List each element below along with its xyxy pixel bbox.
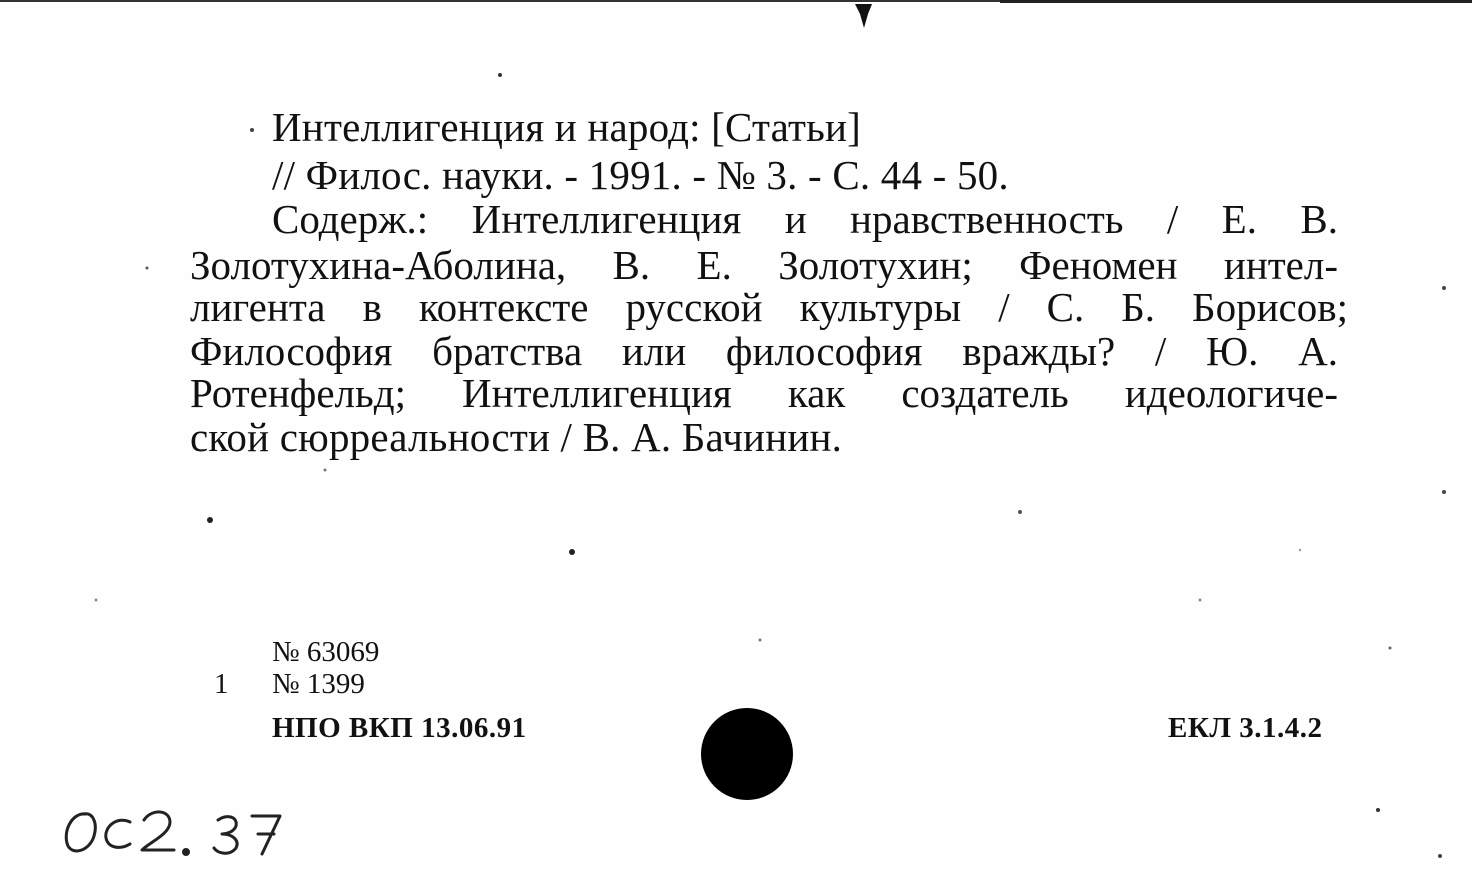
card-title: Интеллигенция и народ: [Статьи] [272,104,862,150]
contents-line-5: Ротенфельд; Интеллигенция как создатель идеологиче- [190,370,1338,416]
contents-line-3: лигента в контексте русской культуры / С. Б. Борисов; [190,284,1348,330]
contents-line-2: Золотухина-Аболина, В. Е. Золотухин; Феномен интел- [190,242,1338,288]
publisher-date: НПО ВКП 13.06.91 [272,712,527,744]
contents-line-6: ской сюрреальности / В. А. Бачинин. [190,414,843,460]
contents-line-4: Философия братства или философия вражды? / Ю. А. [190,328,1338,374]
registry-number: № 1399 [272,668,365,700]
copies-count: 1 [214,668,229,700]
punch-hole [701,708,793,800]
classification-code: ЕКЛ 3.1.4.2 [1168,712,1323,744]
contents-line-1: Содерж.: Интеллигенция и нравственность / Е. В. [272,196,1338,242]
handwritten-shelf-mark [58,792,318,862]
accession-number: № 63069 [272,636,380,668]
source-citation: // Филос. науки. - 1991. - № 3. - С. 44 - 50. [272,152,1009,198]
